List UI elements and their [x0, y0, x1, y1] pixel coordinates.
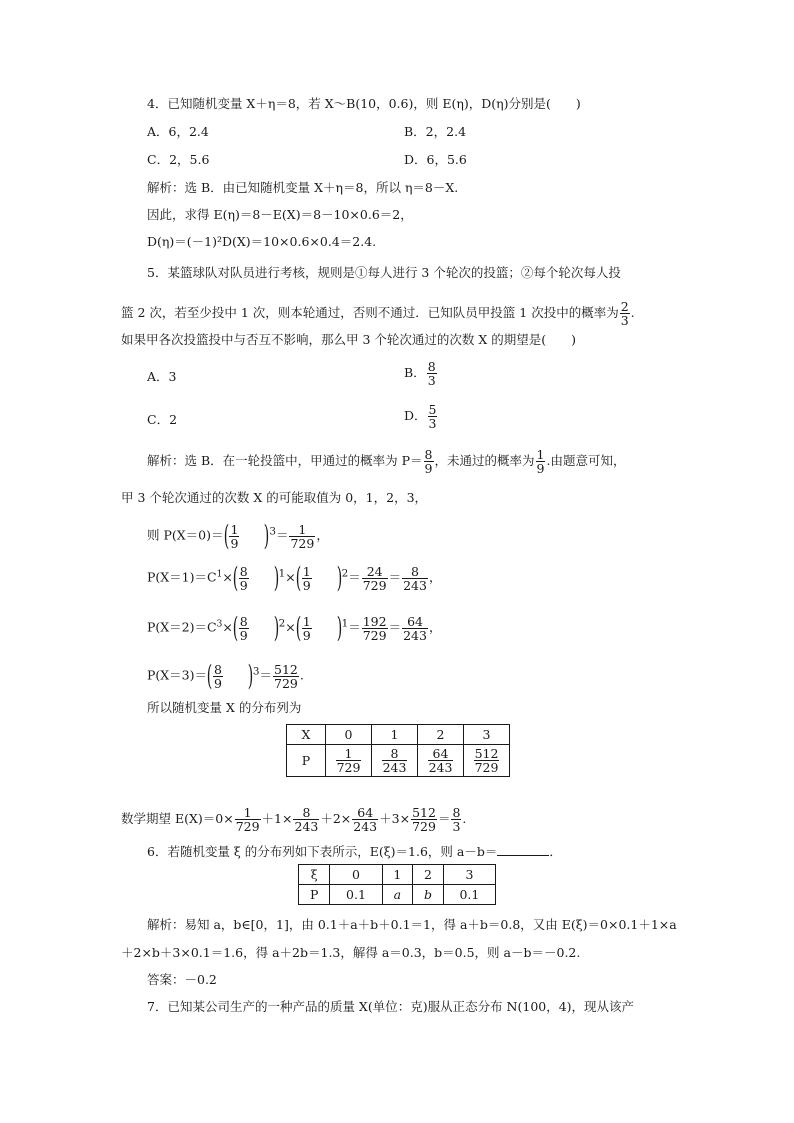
fraction: $\frac{1}{9}$	[536, 447, 545, 476]
q5-option-d: D． $\frac{5}{3}$	[404, 402, 437, 431]
q4-solution-line3: D(η)＝(－1)²D(X)＝10×0.6×0.4＝2.4.	[147, 234, 377, 249]
q5-stem-line2: 篮 2 次，若至少投中 1 次，则本轮通过，否则不通过．已知队员甲投篮 1 次投中的概率为 $\frac{2}{3}$ .	[121, 299, 635, 328]
q6-stem: 6．若随机变量 ξ 的分布列如下表所示，E(ξ)＝1.6，则 a－b＝ ．	[147, 844, 562, 859]
q4-option-b: B．2，2.4	[404, 124, 467, 139]
q4-solution-line1: 解析：选 B．由已知随机变量 X＋η＝8，所以 η＝8－X.	[147, 180, 459, 195]
q4-solution-line2: 因此，求得 E(η)＝8－E(X)＝8－10×0.6＝2，	[147, 207, 413, 222]
fraction: $\frac{8}{3}$	[427, 359, 436, 388]
fraction: $\frac{2}{3}$	[620, 299, 629, 328]
q5-distribution-label: 所以随机变量 X 的分布列为	[147, 700, 302, 715]
answer-blank	[497, 843, 549, 856]
q4-stem: 4．已知随机变量 X＋η＝8，若 X～B(10，0.6)，则 E(η)，D(η)分别是( )	[147, 96, 581, 111]
q5-prob-x3: P(X＝3)＝( $\frac{8}{9}$ )$^3$＝ $\frac{512}{729}$ .	[147, 659, 304, 692]
q5-distribution-table	[286, 724, 510, 777]
q5-expectation: 数学期望 E(X)＝0× $\frac{1}{729}$ ＋1× $\frac{8}{243}$ ＋2× $\frac{64}{243}$ ＋3× $\frac{512}{729}$ ＝ $\frac{8}{3}$ .	[121, 805, 467, 834]
q5-option-b: B． $\frac{8}{3}$	[404, 359, 436, 388]
table-row: P 0.1 a b 0.1	[299, 885, 496, 905]
q6-distribution-table	[298, 864, 496, 905]
table-row: ξ 0 1 2 3	[299, 865, 496, 885]
fraction: $\frac{8}{9}$	[424, 447, 433, 476]
q6-solution-line1: 解析：易知 a，b∈[0，1]，由 0.1＋a＋b＋0.1＝1，得 a＋b＝0.8，又由 E(ξ)＝0×0.1＋1×a	[147, 917, 677, 932]
fraction: $\frac{5}{3}$	[428, 402, 437, 431]
q4-option-a: A．6，2.4	[147, 124, 209, 139]
q7-stem: 7．已知某公司生产的一种产品的质量 X(单位：克)服从正态分布 N(100，4)，现从该产	[147, 999, 635, 1014]
q5-stem-line3: 如果甲各次投篮投中与否互不影响，那么甲 3 个轮次通过的次数 X 的期望是( )	[121, 332, 577, 347]
q5-solution-line2: 甲 3 个轮次通过的次数 X 的可能取值为 0，1，2，3，	[121, 490, 428, 505]
q6-answer: 答案：－0.2	[147, 972, 217, 987]
q4-option-d: D．6，5.6	[404, 152, 467, 167]
table-row: X 0 1 2 3	[287, 725, 510, 745]
q5-option-a: A．3	[147, 369, 177, 384]
q4-option-c: C．2，5.6	[147, 152, 210, 167]
q5-stem-line1: 5．某篮球队对队员进行考核，规则是①每人进行 3 个轮次的投篮；②每个轮次每人投	[147, 265, 621, 280]
q5-prob-x2: $P(X=2)=C^3\times$( $\frac{8}{9}$ )$^2$×( $\frac{1}{9}$ )$^1$＝ $\frac{192}{729}$ ＝ $\frac{64}{243}$ ，	[147, 611, 442, 644]
q5-option-c: C．2	[147, 412, 178, 427]
q5-prob-x0: 则 P(X＝0)＝( $\frac{1}{9}$ )$^3$＝ $\frac{1}{729}$ ，	[147, 519, 329, 552]
q5-prob-x1: $P(X=1)=C^1\times$( $\frac{8}{9}$ )$^1$×( $\frac{1}{9}$ )$^2$＝ $\frac{24}{729}$ ＝ $\frac{8}{243}$ ，	[147, 561, 442, 594]
table-row: P $\frac{1}{729}$ $\frac{8}{243}$ $\frac{64}{243}$ $\frac{512}{729}$	[287, 745, 510, 777]
q5-solution-line1: 解析：选 B．在一轮投篮中，甲通过的概率为 P＝ $\frac{8}{9}$ ，未通过的概率为 $\frac{1}{9}$ .由题意可知，	[147, 447, 626, 476]
q6-solution-line2: ＋2×b＋3×0.1＝1.6，得 a＋2b＝1.3，解得 a＝0.3，b＝0.5，则 a－b＝－0.2.	[121, 945, 581, 960]
